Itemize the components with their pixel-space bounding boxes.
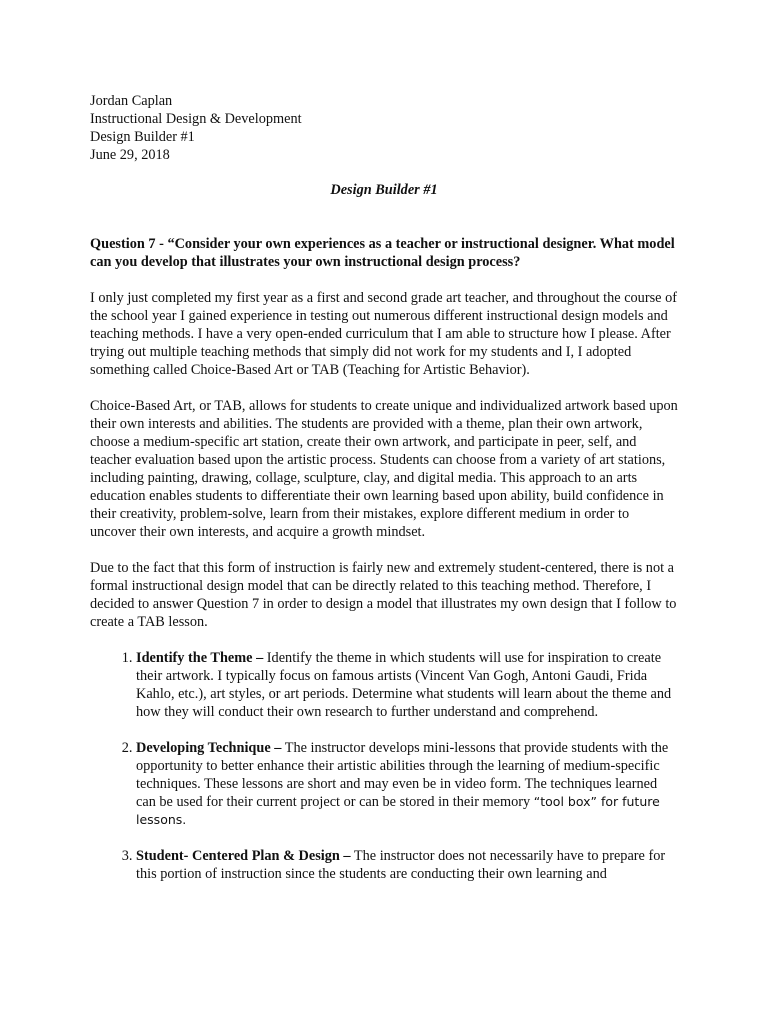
step-text: Identify the theme in which students will use for inspiration to create their artwork. I typically focus on famous artists (Vincent Van Gogh, Antoni Gaudi, Frida Kahlo, etc.), art styles, or art periods. Determine what students will learn about the theme and how they will conduct their own research to further understand and comprehend.	[136, 650, 672, 720]
paragraph-intro: I only just completed my first year as a first and second grade art teacher, and throughout the course of the school year I gained experience in testing out numerous different instructional design models and teaching methods. I have a very open-ended curriculum that I am able to structure how I please. After trying out multiple teaching methods that simply did not work for my students and I, I adopted something called Choice-Based Art or TAB (Teaching for Artistic Behavior).	[90, 290, 677, 378]
document-header	[90, 92, 678, 164]
question-heading: Question 7 - “Consider your own experiences as a teacher or instructional designer. What model can you develop that illustrates your own instructional design process?	[90, 236, 675, 270]
step-term: Developing Technique –	[136, 740, 282, 756]
step-term: Identify the Theme –	[136, 650, 264, 666]
list-item	[136, 649, 678, 721]
list-item	[136, 847, 678, 883]
course-name: Instructional Design & Development	[90, 111, 302, 127]
paragraph-model-rationale: Due to the fact that this form of instruction is fairly new and extremely student-centered, there is not a formal instructional design model that can be directly related to this teaching method. Therefore, I decided to answer Question 7 in order to design a model that illustrates my own design that I follow to create a TAB lesson.	[90, 560, 677, 630]
assignment-name: Design Builder #1	[90, 129, 195, 145]
author-name: Jordan Caplan	[90, 93, 173, 109]
design-steps-list	[90, 649, 678, 883]
step-text: The instructor does not necessarily have to prepare for this portion of instruction since the students are conducting their own learning and	[136, 848, 666, 882]
paragraph-tab-description: Choice-Based Art, or TAB, allows for students to create unique and individualized artwork based upon their own interests and abilities. The students are provided with a theme, plan their own artwork, choose a medium-specific art station, create their own artwork, and participate in peer, self, and teacher evaluation based upon the artistic process. Students can choose from a variety of art stations, including painting, drawing, collage, sculpture, clay, and digital media. This approach to an arts education enables students to differentiate their own learning based upon ability, build confidence in their creativity, problem-solve, learn from their mistakes, explore different medium in order to uncover their own interests, and acquire a growth mindset.	[90, 398, 678, 540]
list-item	[136, 739, 678, 829]
document-title: Design Builder #1	[330, 182, 438, 198]
step-text: The instructor develops mini-lessons that provide students with the opportunity to better enhance their artistic abilities through the learning of medium-specific techniques. These lessons are short and may even be in video form. The techniques learned can be used for their current project or can be stored in their memory	[136, 740, 669, 810]
step-text-tail: “tool box” for future lessons.	[136, 794, 660, 827]
step-term: Student- Centered Plan & Design –	[136, 848, 351, 864]
document-date: June 29, 2018	[90, 147, 170, 163]
